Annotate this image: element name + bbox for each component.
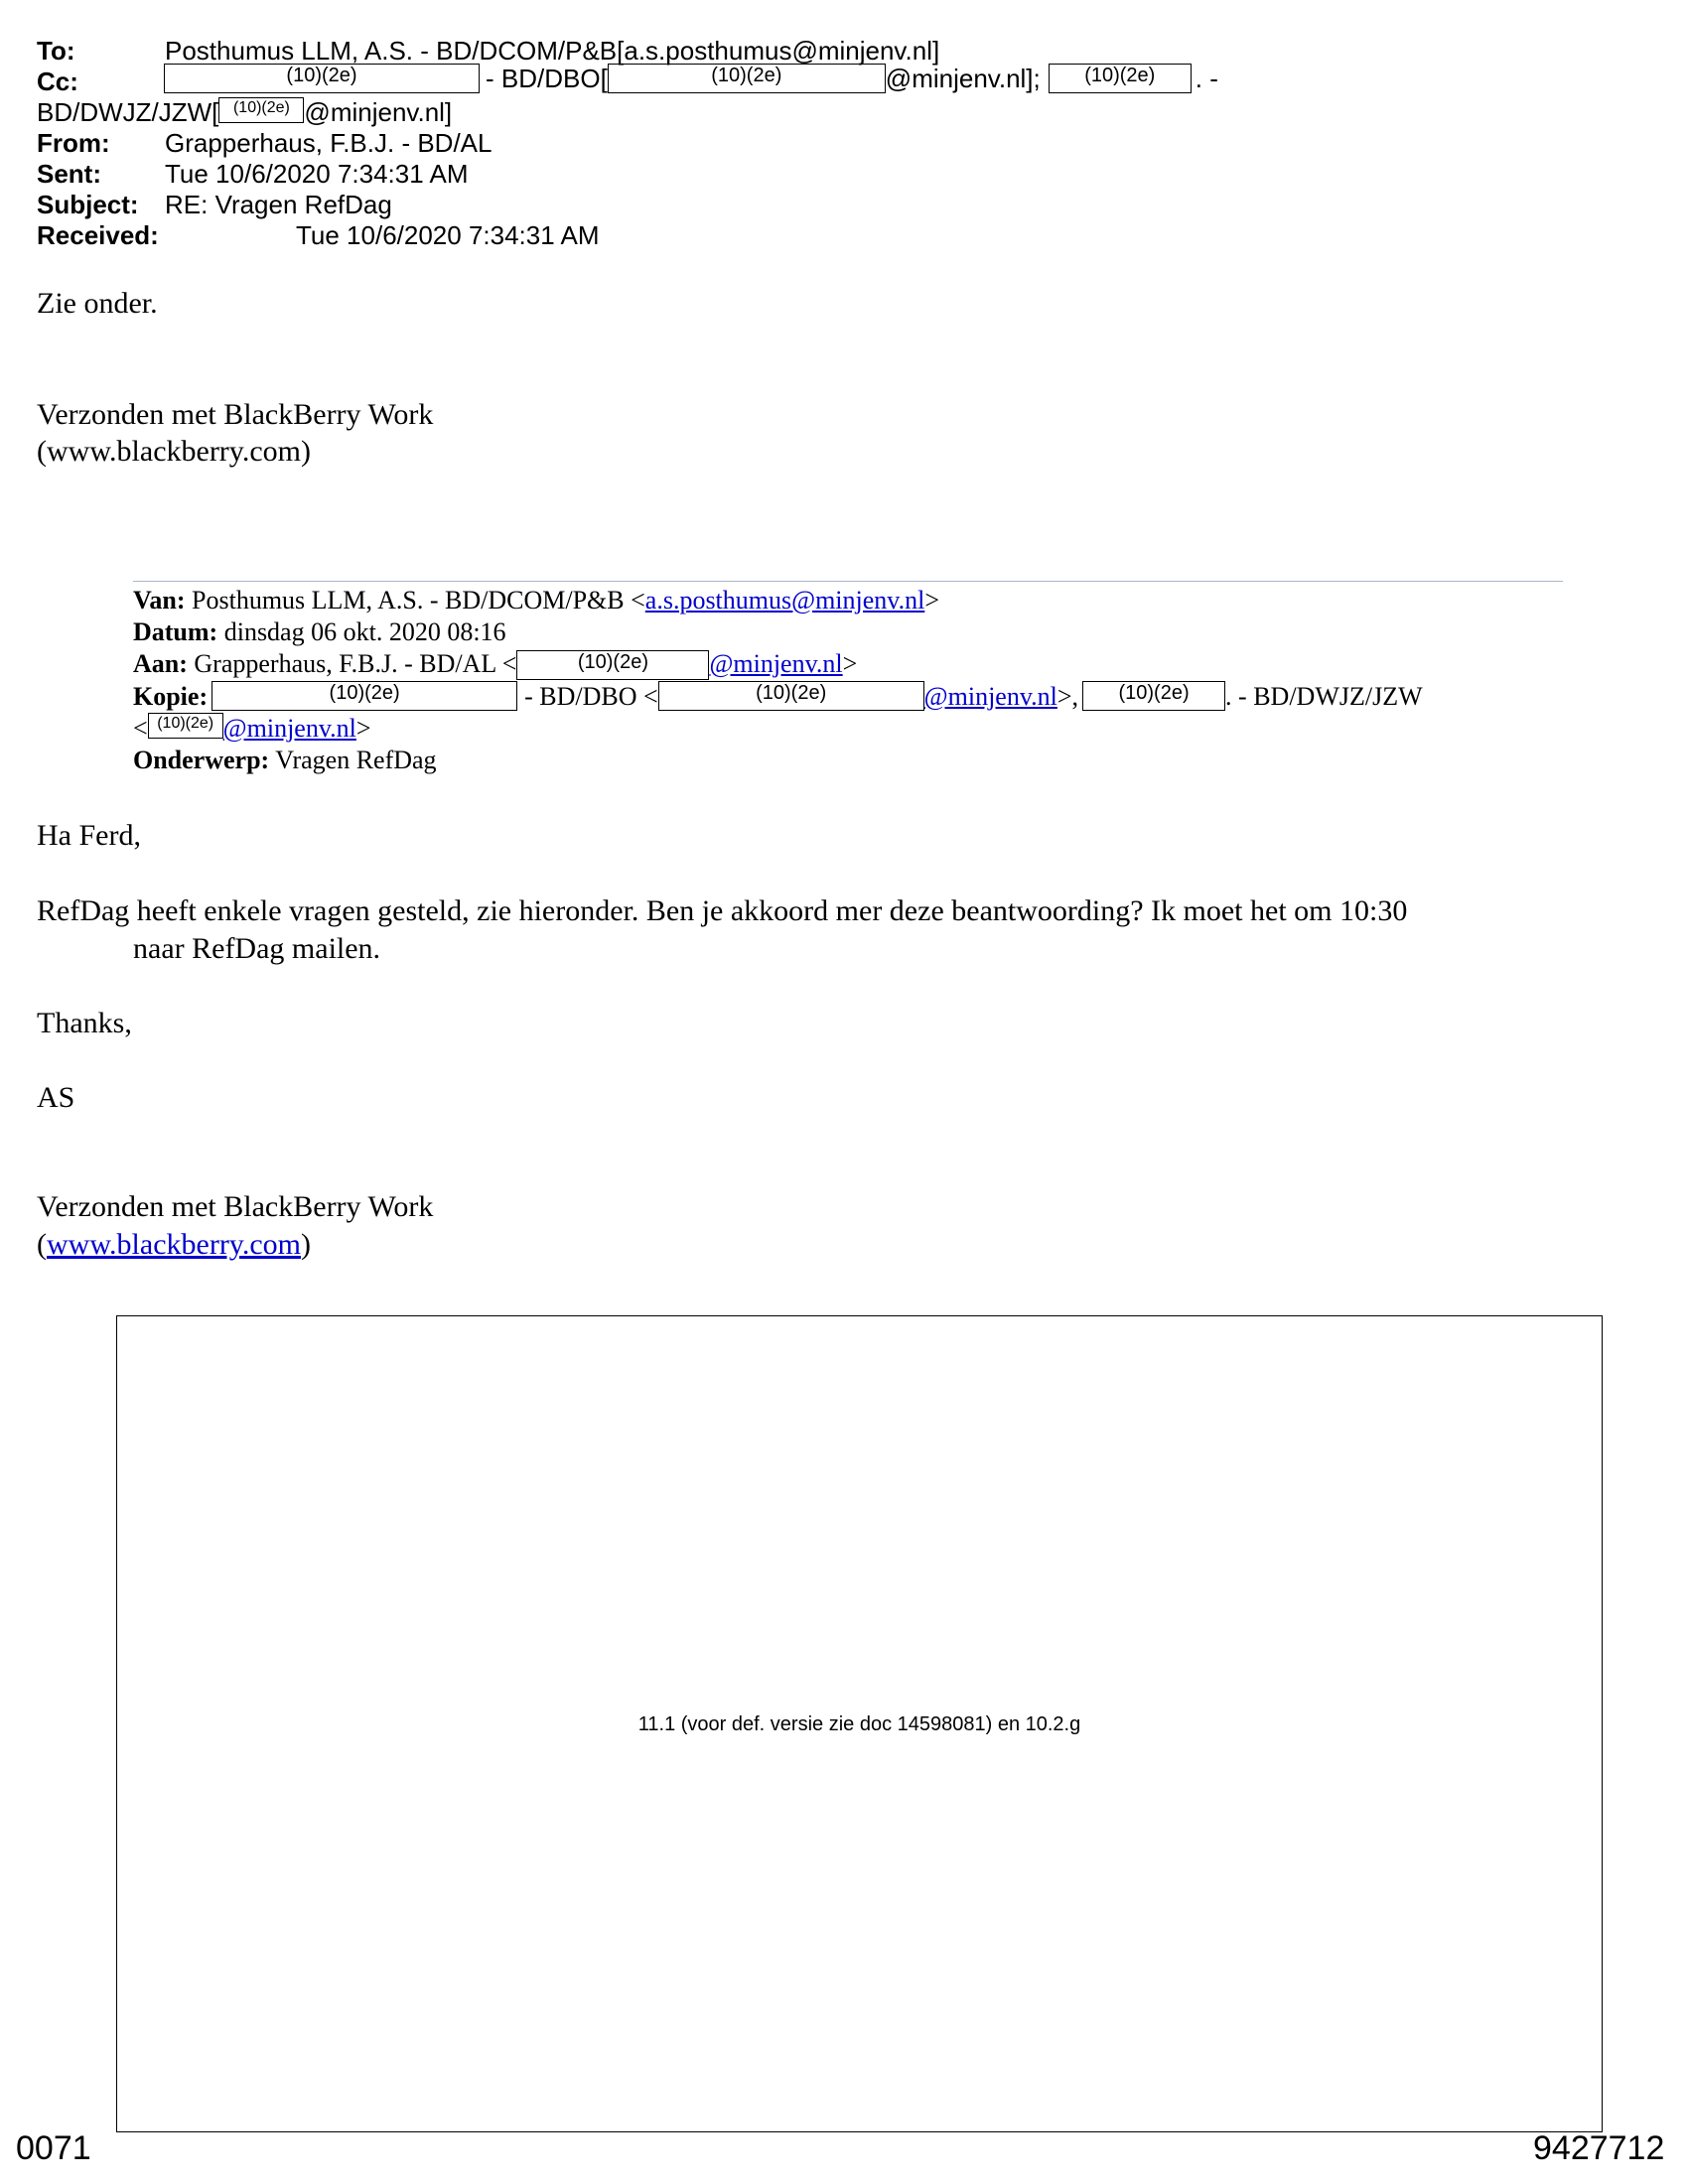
- fw-kopie-row-2: [133, 713, 371, 745]
- fw-kopie-open: <: [133, 714, 148, 743]
- fw-kopie-text: >,: [1056, 682, 1079, 711]
- message-paragraph-line1: RefDag heeft enkele vragen gesteld, zie hieronder. Ben je akkoord mer deze beantwoording? Ik moet het om 10:30: [37, 894, 1408, 927]
- fw-van-text: Posthumus LLM, A.S. - BD/DCOM/P&B <: [192, 586, 645, 614]
- fw-kopie-email-link[interactable]: @minjenv.nl: [222, 714, 356, 743]
- to-value: Posthumus LLM, A.S. - BD/DCOM/P&B[a.s.posthumus@minjenv.nl]: [165, 36, 940, 66]
- received-label: Received:: [37, 220, 159, 250]
- message-signature-line1: Verzonden met BlackBerry Work: [37, 1190, 434, 1223]
- forward-divider: [133, 581, 1563, 582]
- message-signature-line2: [37, 1226, 311, 1263]
- cc-text: . -: [1195, 64, 1218, 93]
- fw-datum-label: Datum:: [133, 617, 218, 646]
- fw-onderwerp-value: Vragen RefDag: [275, 746, 437, 774]
- redaction-block-text: 11.1 (voor def. versie zie doc 14598081) en 10.2.g: [637, 1713, 1081, 1735]
- footer-page-number: 0071: [16, 2129, 91, 2167]
- footer-document-number: 9427712: [1533, 2129, 1665, 2167]
- redaction-box: (10)(2e): [608, 64, 886, 93]
- header-cc-row: [37, 64, 1218, 97]
- fw-datum-row: [133, 616, 506, 648]
- received-value: Tue 10/6/2020 7:34:31 AM: [296, 220, 600, 250]
- redaction-box: (10)(2e): [211, 681, 517, 711]
- fw-onderwerp-row: [133, 745, 437, 776]
- sent-label: Sent:: [37, 159, 101, 189]
- from-label: From:: [37, 128, 110, 158]
- redaction-box: (10)(2e): [1082, 681, 1225, 711]
- cc-line2-suffix: @minjenv.nl]: [304, 97, 453, 127]
- header-to-row: [37, 36, 940, 67]
- redaction-box: (10)(2e): [218, 97, 304, 123]
- fw-onderwerp-label: Onderwerp:: [133, 746, 270, 774]
- message-initials: AS: [37, 1081, 75, 1114]
- message-greeting: Ha Ferd,: [37, 819, 141, 852]
- message-paragraph-line2: naar RefDag mailen.: [133, 932, 381, 965]
- fw-datum-value: dinsdag 06 okt. 2020 08:16: [223, 617, 506, 646]
- from-value: Grapperhaus, F.B.J. - BD/AL: [165, 128, 492, 158]
- subject-value: RE: Vragen RefDag: [165, 190, 392, 219]
- sent-value: Tue 10/6/2020 7:34:31 AM: [165, 159, 469, 189]
- reply-line: Zie onder.: [37, 287, 158, 320]
- fw-van-close: >: [924, 586, 939, 614]
- redaction-box: (10)(2e): [658, 681, 924, 711]
- fw-kopie-text: - BD/DBO <: [524, 682, 658, 711]
- reply-signature-line2: (www.blackberry.com): [37, 435, 311, 468]
- header-from-row: [37, 128, 492, 159]
- sig-close: ): [301, 1228, 312, 1261]
- fw-van-row: [133, 585, 939, 616]
- cc-text: - BD/DBO[: [486, 64, 608, 93]
- fw-aan-label: Aan:: [133, 649, 188, 678]
- redaction-box: (10)(2e): [148, 713, 223, 739]
- cc-line2-prefix: BD/DWJZ/JZW[: [37, 97, 219, 127]
- redaction-block: [116, 1315, 1603, 2132]
- fw-aan-email-link[interactable]: @minjenv.nl: [709, 649, 843, 678]
- fw-kopie-label: Kopie:: [133, 682, 209, 711]
- message-thanks: Thanks,: [37, 1007, 132, 1039]
- redaction-box: (10)(2e): [1049, 64, 1192, 93]
- fw-aan-text: Grapperhaus, F.B.J. - BD/AL <: [194, 649, 517, 678]
- fw-van-label: Van:: [133, 586, 186, 614]
- redaction-box: (10)(2e): [164, 64, 480, 93]
- cc-label: Cc:: [37, 67, 78, 96]
- fw-aan-row: [133, 648, 857, 680]
- reply-signature-line1: Verzonden met BlackBerry Work: [37, 398, 434, 431]
- blackberry-link[interactable]: www.blackberry.com: [47, 1228, 302, 1261]
- header-cc-row-2: [37, 97, 452, 128]
- subject-label: Subject:: [37, 190, 139, 219]
- to-label: To:: [37, 36, 75, 66]
- fw-kopie-text: . - BD/DWJZ/JZW: [1225, 682, 1423, 711]
- sig-open: (: [37, 1228, 47, 1261]
- cc-text: @minjenv.nl];: [885, 64, 1041, 93]
- fw-kopie-close: >: [355, 714, 371, 743]
- header-received-row: [37, 220, 600, 251]
- fw-aan-close: >: [842, 649, 858, 678]
- header-subject-row: [37, 190, 392, 220]
- fw-kopie-email-link[interactable]: @minjenv.nl: [923, 682, 1057, 711]
- fw-van-email-link[interactable]: a.s.posthumus@minjenv.nl: [644, 586, 925, 614]
- header-sent-row: [37, 159, 469, 190]
- redaction-box: (10)(2e): [516, 650, 709, 680]
- fw-kopie-row: [133, 681, 1423, 713]
